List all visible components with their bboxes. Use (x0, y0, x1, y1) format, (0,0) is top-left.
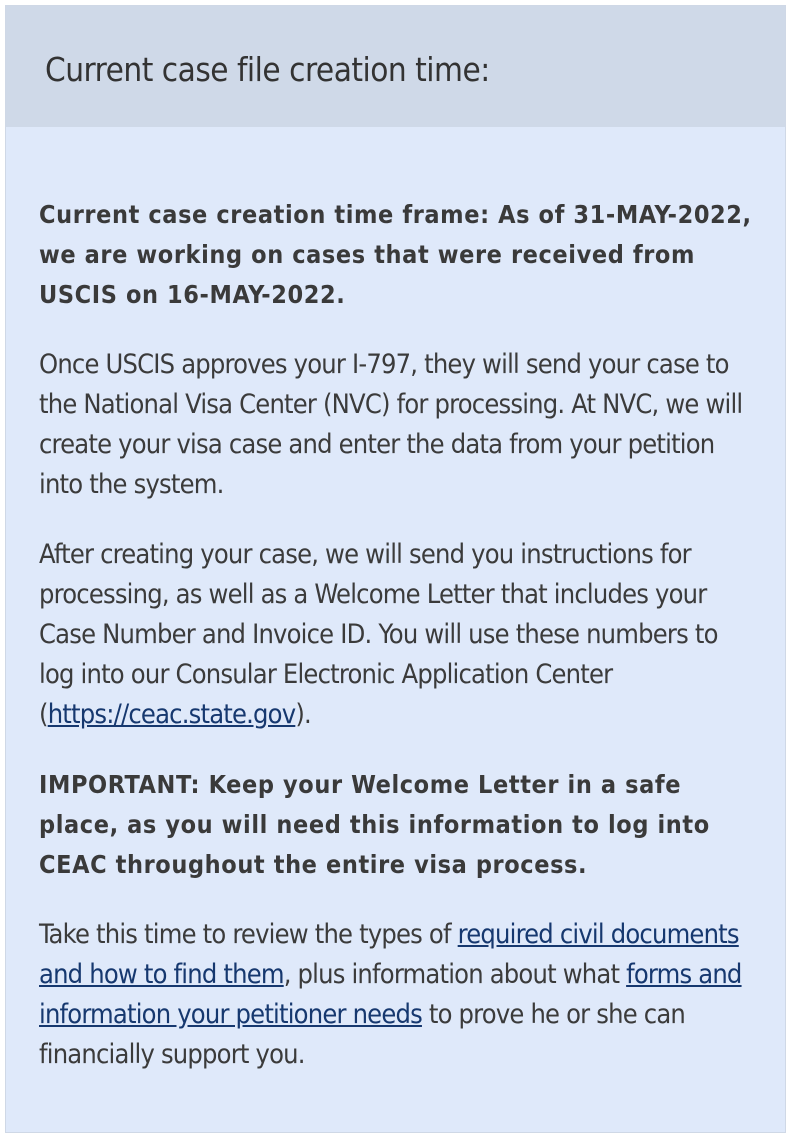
review-paragraph (39, 915, 755, 1075)
instructions-paragraph (39, 535, 755, 735)
panel-title: Current case file creation time: (45, 50, 490, 89)
case-info-panel (5, 5, 786, 1133)
review-text-end: to prove he or she can financially support you. (39, 999, 686, 1070)
review-text-mid: , plus information about what (283, 959, 627, 990)
petitioner-forms-link[interactable]: forms and information your petitioner needs (39, 959, 742, 1030)
panel-header (6, 6, 785, 127)
civil-documents-link[interactable]: required civil documents and how to find them (39, 919, 739, 990)
uscis-approval-paragraph: Once USCIS approves your I-797, they will send your case to the National Visa Center (NVC) for processing. At NVC, we will create your visa case and enter the data from your petition into the system. (39, 349, 743, 500)
important-notice: IMPORTANT: Keep your Welcome Letter in a safe place, as you will need this information to log into CEAC throughout the entire visa process. (39, 770, 710, 879)
ceac-link[interactable]: https://ceac.state.gov (47, 699, 296, 730)
instructions-text: After creating your case, we will send you instructions for processing, as well as a Welcome Letter that includes your Case Number and Invoice ID. You will use these numbers to log into our Consular Electronic Application Center ( (39, 539, 718, 730)
case-creation-time-frame: Current case creation time frame: As of 31-MAY-2022, we are working on cases that were received from USCIS on 16-MAY-2022. (39, 200, 752, 309)
panel-body (6, 127, 785, 1075)
review-text-start: Take this time to review the types of (39, 919, 458, 950)
instructions-text-end: ). (295, 699, 311, 730)
